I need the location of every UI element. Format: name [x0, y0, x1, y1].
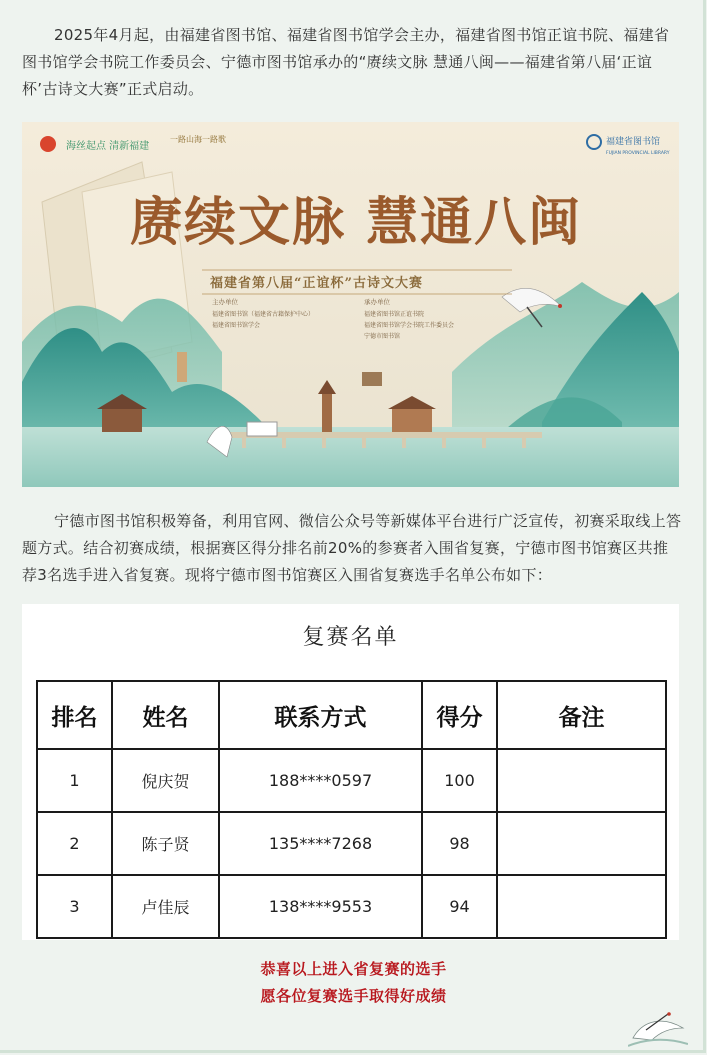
header-score: 得分 [422, 681, 497, 749]
banner-host-3: 宁德市图书馆 [364, 333, 401, 340]
cell-contact: 135****7268 [219, 812, 422, 875]
cell-remark [497, 749, 666, 812]
banner-tag: 一路山海一路歌 [170, 135, 226, 144]
cell-rank: 1 [37, 749, 112, 812]
banner-headline: 赓续文脉 慧通八闽 [130, 192, 583, 253]
banner-subtitle: 福建省第八届“正谊杯”古诗文大赛 [210, 276, 423, 291]
banner-library-logo: 福建省图书馆 [606, 137, 661, 147]
banner-slogan: 海丝起点 清新福建 [66, 141, 150, 152]
banner-host-heading: 承办单位 [364, 298, 390, 306]
crane-decoration-icon [628, 1008, 688, 1048]
cell-rank: 3 [37, 875, 112, 938]
banner-host-1: 福建省图书馆正谊书院 [364, 311, 425, 318]
table-row [37, 749, 666, 812]
cell-name: 陈子贤 [112, 812, 219, 875]
cell-remark [497, 812, 666, 875]
cell-score: 98 [422, 812, 497, 875]
cell-contact: 188****0597 [219, 749, 422, 812]
intro-paragraph-2: 宁德市图书馆积极筹备，利用官网、微信公众号等新媒体平台进行广泛宣传，初赛采取线上答题方式。结合初赛成绩，根据赛区得分排名前20%的参赛者入围省复赛，宁德市图书馆赛区共推荐3名选手进入省复赛。现将宁德市图书馆赛区入围省复赛选手名单公布如下： [22, 512, 682, 584]
congrats-line-2: 愿各位复赛选手取得好成绩 [260, 987, 447, 1005]
header-remark: 备注 [497, 681, 666, 749]
header-rank: 排名 [37, 681, 112, 749]
table-header-row [37, 681, 666, 749]
banner-host-2: 福建省图书馆学会书院工作委员会 [364, 322, 455, 329]
finalist-table [36, 680, 667, 939]
cell-name: 卢佳辰 [112, 875, 219, 938]
banner-organizer-2: 福建省图书馆学会 [212, 322, 261, 329]
header-name: 姓名 [112, 681, 219, 749]
table-title: 复赛名单 [302, 625, 399, 650]
cell-contact: 138****9553 [219, 875, 422, 938]
cell-score: 94 [422, 875, 497, 938]
table-row [37, 875, 666, 938]
finalist-card [22, 604, 679, 940]
table-row [37, 812, 666, 875]
intro-paragraph-1: 2025年4月起，由福建省图书馆、福建省图书馆学会主办，福建省图书馆正谊书院、福建省图书馆学会书院工作委员会、宁德市图书馆承办的“赓续文脉 慧通八闽——福建省第八届‘正谊杯’古诗文大赛”正式启动。 [22, 26, 670, 98]
congrats-line-1: 恭喜以上进入省复赛的选手 [260, 960, 447, 978]
cell-rank: 2 [37, 812, 112, 875]
header-contact: 联系方式 [219, 681, 422, 749]
cell-name: 倪庆贺 [112, 749, 219, 812]
contest-banner-image [22, 122, 679, 487]
banner-library-logo-en: FUJIAN PROVINCIAL LIBRARY [606, 151, 670, 156]
banner-organizer-heading: 主办单位 [212, 298, 238, 306]
cell-score: 100 [422, 749, 497, 812]
cell-remark [497, 875, 666, 938]
banner-organizer-1: 福建省图书馆（福建省古籍保护中心） [212, 311, 315, 318]
